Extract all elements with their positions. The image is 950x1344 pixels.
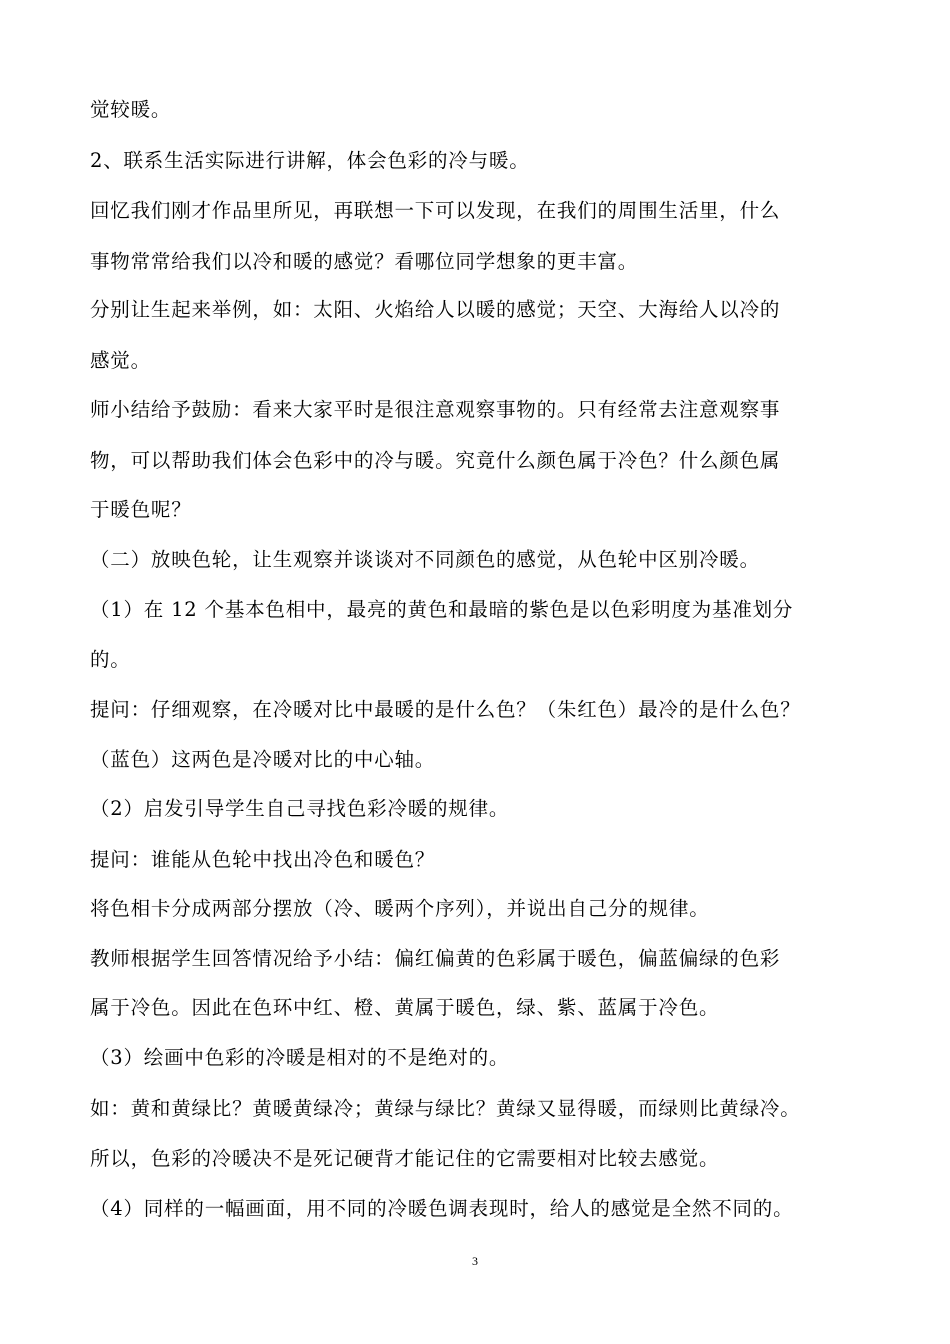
paragraph-line: 教师根据学生回答情况给予小结：偏红偏黄的色彩属于暖色，偏蓝偏绿的色彩 — [90, 947, 781, 970]
paragraph-line: 提问：仔细观察，在冷暖对比中最暖的是什么色？（朱红色）最冷的是什么色？ — [90, 698, 801, 721]
paragraph-line: 物，可以帮助我们体会色彩中的冷与暖。究竟什么颜色属于冷色？什么颜色属 — [90, 449, 781, 472]
paragraph-line: 2、联系生活实际进行讲解，体会色彩的冷与暖。 — [90, 149, 530, 172]
paragraph-line: 的。 — [90, 648, 131, 671]
paragraph-line: （4）同样的一幅画面，用不同的冷暖色调表现时，给人的感觉是全然不同的。 — [90, 1197, 794, 1220]
paragraph-line: 觉较暖。 — [90, 98, 172, 121]
paragraph-line: 事物常常给我们以冷和暖的感觉？看哪位同学想象的更丰富。 — [90, 250, 639, 273]
paragraph-line: 回忆我们刚才作品里所见，再联想一下可以发现，在我们的周围生活里，什么 — [90, 199, 781, 222]
paragraph-line: 于暖色呢？ — [90, 498, 192, 521]
paragraph-line: （蓝色）这两色是冷暖对比的中心轴。 — [90, 748, 436, 771]
paragraph-line: （3）绘画中色彩的冷暖是相对的不是绝对的。 — [90, 1046, 510, 1069]
paragraph-line: （1）在 12 个基本色相中，最亮的黄色和最暗的紫色是以色彩明度为基准划分 — [90, 598, 794, 621]
paragraph-line: 提问：谁能从色轮中找出冷色和暖色？ — [90, 848, 436, 871]
paragraph-line: 师小结给予鼓励：看来大家平时是很注意观察事物的。只有经常去注意观察事 — [90, 398, 781, 421]
paragraph-line: 感觉。 — [90, 349, 151, 372]
paragraph-line: （二）放映色轮，让生观察并谈谈对不同颜色的感觉，从色轮中区别冷暖。 — [90, 548, 760, 571]
paragraph-line: 如：黄和黄绿比？黄暖黄绿冷；黄绿与绿比？黄绿又显得暖，而绿则比黄绿冷。 — [90, 1097, 801, 1120]
paragraph-line: 属于冷色。因此在色环中红、橙、黄属于暖色，绿、紫、蓝属于冷色。 — [90, 996, 720, 1019]
paragraph-line: 所以，色彩的冷暖决不是死记硬背才能记住的它需要相对比较去感觉。 — [90, 1147, 720, 1170]
page-number: 3 — [472, 1254, 478, 1268]
paragraph-line: 分别让生起来举例，如：太阳、火焰给人以暖的感觉；天空、大海给人以冷的 — [90, 298, 781, 321]
paragraph-line: 将色相卡分成两部分摆放（冷、暖两个序列），并说出自己分的规律。 — [90, 897, 710, 920]
paragraph-line: （2）启发引导学生自己寻找色彩冷暖的规律。 — [90, 797, 510, 820]
